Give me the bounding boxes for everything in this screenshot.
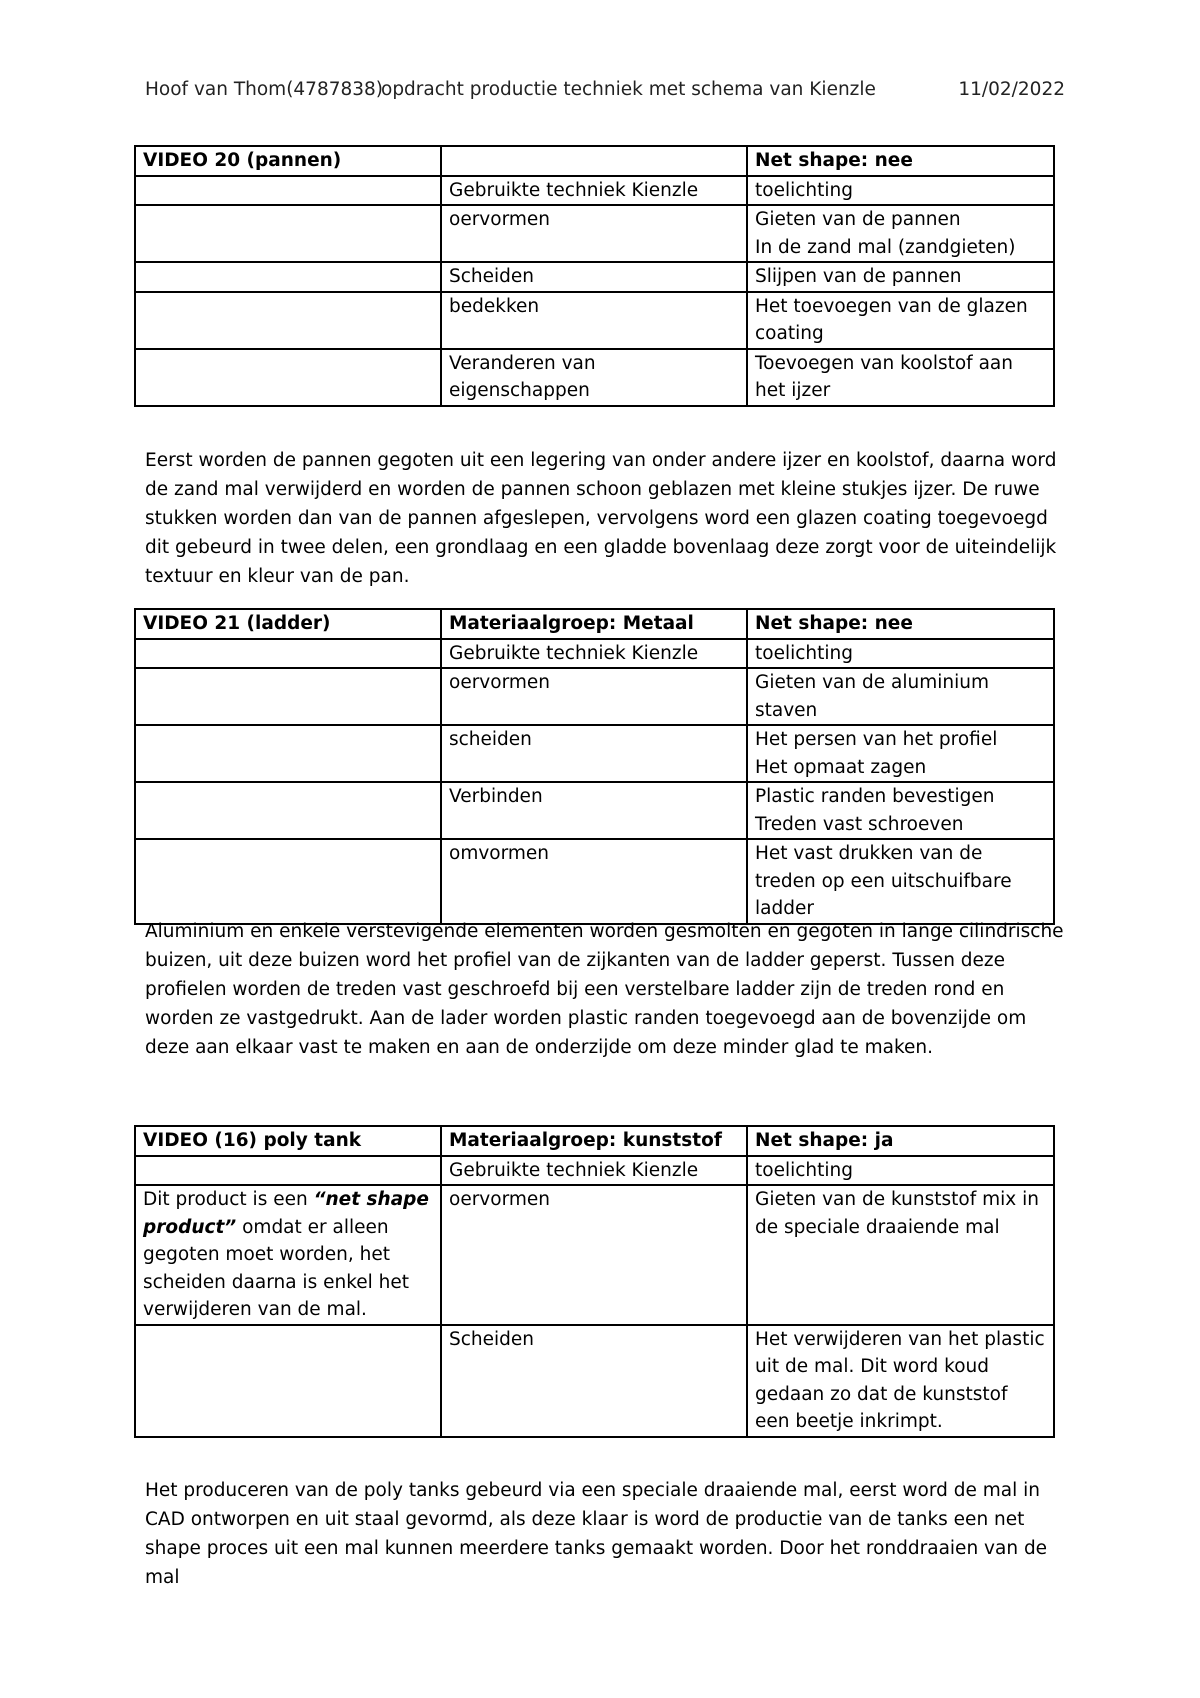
table-cell: Gebruikte techniek Kienzle [441,1156,747,1186]
table-cell: oervormen [441,668,747,725]
table-row [135,668,1054,725]
table-cell [135,639,441,669]
paragraph-ladder: Aluminium en enkele verstevigende elementen worden gesmolten en gegoten in lange cilindrische buizen, uit deze buizen word het profiel van de zijkanten van de ladder geperst. Tussen deze profielen worden de treden vast geschroefd bij een verstelbare ladder zijn de treden rond en worden ze vastgedrukt. Aan de lader worden plastic randen toegevoegd aan de bovenzijde om deze aan elkaar vast te maken en aan de onderzijde om deze minder glad te maken. [145,921,1064,1058]
table-cell: Slijpen van de pannen [747,262,1054,292]
table-cell: Gieten van de aluminium staven [747,668,1054,725]
table-cell: toelichting [747,639,1054,669]
table-cell: Net shape: ja [747,1126,1054,1156]
table-cell [135,205,441,262]
table-row [135,782,1054,839]
table-cell: oervormen [441,1185,747,1325]
table-row [135,725,1054,782]
header-author: Hoof van Thom(4787838) [145,79,384,100]
table-cell [135,349,441,406]
table-cell [135,839,441,924]
table-cell [135,292,441,349]
table-row [135,349,1054,406]
page-header [145,76,1065,104]
table-cell: bedekken [441,292,747,349]
table-cell: toelichting [747,1156,1054,1186]
table-cell [135,782,441,839]
table-header-row [135,146,1054,176]
table-cell: Veranderen van eigenschappen [441,349,747,406]
table-cell: VIDEO 20 (pannen) [135,146,441,176]
header-date: 11/02/2022 [958,79,1065,100]
table-cell: Het persen van het profiel Het opmaat zagen [747,725,1054,782]
note-text: Dit product is een [143,1189,314,1210]
note-text: omdat er alleen gegoten moet worden, het scheiden daarna is enkel het verwijderen van de mal. [143,1216,410,1320]
table-cell: Net shape: nee [747,146,1054,176]
table-cell: Materiaalgroep: Metaal [441,609,747,639]
table-cell [135,1325,441,1437]
table-cell: Plastic randen bevestigen Treden vast schroeven [747,782,1054,839]
table-cell [135,668,441,725]
table-cell: Gieten van de pannen In de zand mal (zandgieten) [747,205,1054,262]
table-cell [135,262,441,292]
table-video-20 [134,145,1055,407]
table-row [135,205,1054,262]
paragraph-pannen: Eerst worden de pannen gegoten uit een legering van onder andere ijzer en koolstof, daarna word de zand mal verwijderd en worden de pannen schoon geblazen met kleine stukjes ijzer. De ruwe stukken worden dan van de pannen afgeslepen, vervolgens word een glazen coating toegevoegd dit gebeurd in twee delen, een grondlaag en een gladde bovenlaag deze zorgt voor de uiteindelijk textuur en kleur van de pan. [145,450,1057,587]
table-row [135,839,1054,924]
table-cell: Scheiden [441,262,747,292]
table-row [135,176,1054,206]
table-cell: toelichting [747,176,1054,206]
table-cell: Gebruikte techniek Kienzle [441,176,747,206]
table-cell [135,725,441,782]
table-cell: Het toevoegen van de glazen coating [747,292,1054,349]
net-shape-note [135,1185,441,1325]
table-cell: Het vast drukken van de treden op een uitschuifbare ladder [747,839,1054,924]
table-cell: Toevoegen van koolstof aan het ijzer [747,349,1054,406]
table-cell: Gebruikte techniek Kienzle [441,639,747,669]
table-row [135,262,1054,292]
table-cell: oervormen [441,205,747,262]
table-cell: omvormen [441,839,747,924]
paragraph-poly-tank: Het produceren van de poly tanks gebeurd via een speciale draaiende mal, eerst word de mal in CAD ontworpen en uit staal gevormd, als deze klaar is word de productie van de tanks een net shape proces uit een mal kunnen meerdere tanks gemaakt worden. Door het ronddraaien van de mal [145,1480,1048,1588]
table-row [135,1325,1054,1437]
table-video-21 [134,608,1055,925]
table-cell: Gieten van de kunststof mix in de speciale draaiende mal [747,1185,1054,1325]
table-cell: Net shape: nee [747,609,1054,639]
table-cell [135,1156,441,1186]
table-row [135,1185,1054,1325]
table-header-row [135,1126,1054,1156]
table-row [135,1156,1054,1186]
table-cell: VIDEO 21 (ladder) [135,609,441,639]
table-cell: Scheiden [441,1325,747,1437]
table-cell: VIDEO (16) poly tank [135,1126,441,1156]
table-row [135,292,1054,349]
table-video-16 [134,1125,1055,1438]
table-cell [135,176,441,206]
table-header-row [135,609,1054,639]
table-cell: Het verwijderen van het plastic uit de mal. Dit word koud gedaan zo dat de kunststof een beetje inkrimpt. [747,1325,1054,1437]
header-title: opdracht productie techniek met schema van Kienzle [381,79,876,100]
table-cell: scheiden [441,725,747,782]
note-emphasis: “net shape product” [143,1189,429,1238]
table-cell: Verbinden [441,782,747,839]
table-cell [441,146,747,176]
table-row [135,639,1054,669]
table-cell: Materiaalgroep: kunststof [441,1126,747,1156]
